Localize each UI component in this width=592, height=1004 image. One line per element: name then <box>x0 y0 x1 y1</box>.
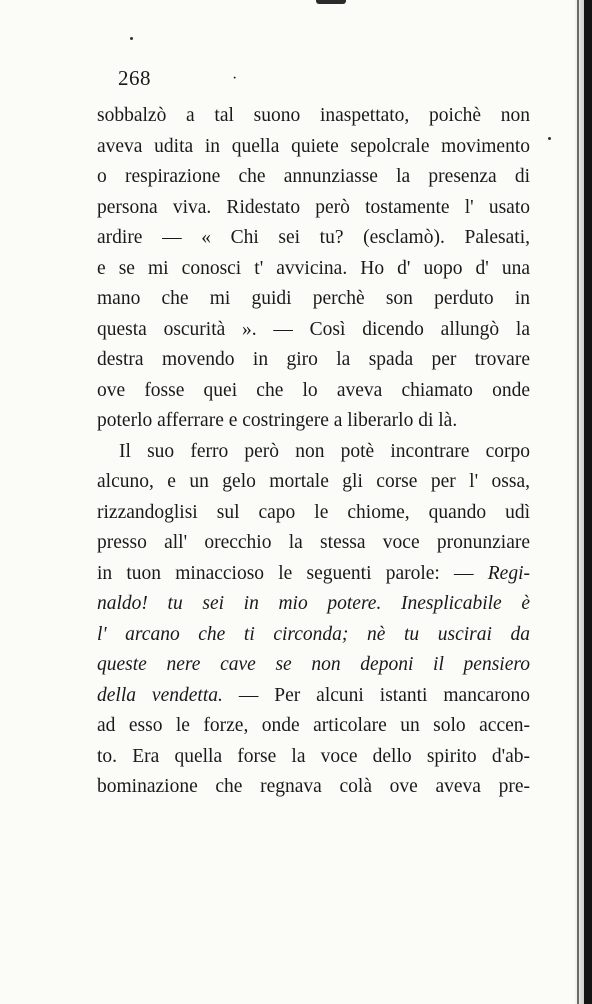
text-line: della vendetta. — Per alcuni istanti mancarono <box>97 684 531 706</box>
text-line: ad esso le forze, onde articolare un solo accen- <box>97 715 530 736</box>
text-line: l' arcano che ti circonda; nè tu uscirai da <box>97 623 530 645</box>
text-line: Il suo ferro però non potè incontrare corpo <box>119 440 530 462</box>
text-line: questa oscurità ». — Così dicendo allungò la <box>97 318 530 340</box>
text-line: destra movendo in giro la spada per trovare <box>97 349 530 370</box>
text-line: naldo! tu sei in mio potere. Inesplicabile è <box>97 593 530 614</box>
body-text <box>97 101 530 803</box>
text-line: rizzandoglisi sul capo le chiome, quando udì <box>97 501 530 523</box>
text-line: in tuon minaccioso le seguenti parole: — Regi- <box>97 562 530 584</box>
text-line: poterlo afferrare e costringere a liberarlo di là. <box>97 410 458 431</box>
text-line: ove fosse quei che lo aveva chiamato onde <box>97 379 530 401</box>
print-speck <box>130 37 133 40</box>
text-line: aveva udita in quella quiete sepolcrale movimento <box>97 135 530 157</box>
text-line: mano che mi guidi perchè son perduto in <box>97 288 530 309</box>
italic-text: Regi- <box>487 562 530 584</box>
text-line: queste nere cave se non deponi il pensiero <box>97 654 530 675</box>
text-line: e se mi conosci t' avvicina. Ho d' uopo d' una <box>97 257 530 279</box>
text-line: ardire — « Chi sei tu? (esclamò). Palesati, <box>97 227 530 248</box>
text-line: sobbalzò a tal suono inaspettato, poichè non <box>97 105 530 126</box>
text-line: presso all' orecchio la stessa voce pronunziare <box>97 532 530 553</box>
page-top-mark <box>316 0 346 4</box>
spine-line <box>577 0 579 1004</box>
text-line: o respirazione che annunziasse la presenza di <box>97 166 530 187</box>
spine-shadow <box>574 0 584 1004</box>
print-speck <box>548 137 551 140</box>
page-number: 268 <box>118 66 151 90</box>
book-spine <box>584 0 592 1004</box>
text-line: persona viva. Ridestato però tostamente l' usato <box>97 196 530 218</box>
folio-dot: · <box>232 70 238 87</box>
text-line: to. Era quella forse la voce dello spirito d'ab- <box>97 745 530 767</box>
text-line: alcuno, e un gelo mortale gli corse per l' ossa, <box>97 471 530 492</box>
text-line: bominazione che regnava colà ove aveva pre- <box>97 776 530 797</box>
